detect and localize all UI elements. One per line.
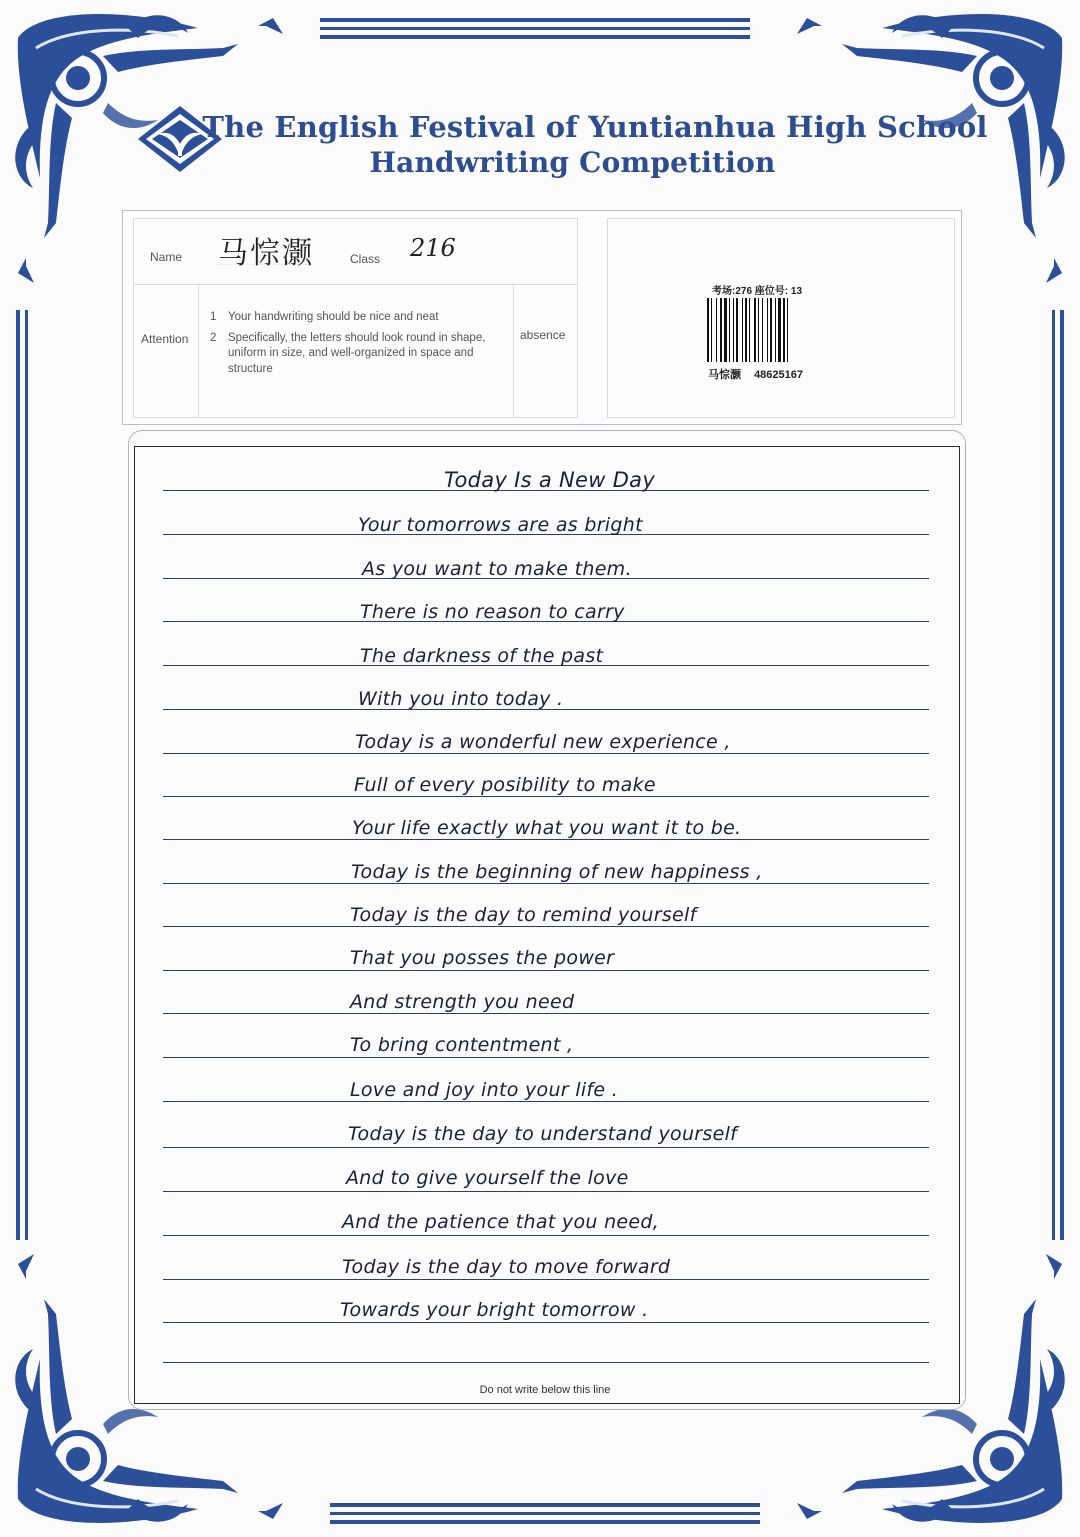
ruled-line (163, 1013, 929, 1014)
poem-line: Today is the day to move forward (342, 1256, 671, 1278)
barcode-bar (716, 298, 717, 362)
poem-title: Today Is a New Day (444, 468, 656, 492)
poem-line: Today is the day to remind yourself (350, 904, 697, 926)
class-label: Class (350, 252, 381, 266)
rule-item: 1 Your handwriting should be nice and neat (210, 311, 439, 323)
poem-line: There is no reason to carry (360, 601, 625, 623)
barcode-bar (707, 298, 709, 362)
ruled-line (163, 926, 929, 927)
poem-line: Today is the day to understand yourself (348, 1123, 738, 1145)
ruled-line (163, 1322, 929, 1323)
barcode-bar (770, 298, 772, 362)
poem-line: Full of every posibility to make (354, 774, 656, 796)
barcode-bar (758, 298, 759, 362)
ruled-line (163, 883, 929, 884)
poem-line: The darkness of the past (360, 645, 604, 667)
poem-line: Your life exactly what you want it to be. (352, 817, 742, 839)
ruled-line (163, 1235, 929, 1236)
poem-line: Towards your bright tomorrow . (340, 1299, 649, 1321)
rule-item: 2 Specifically, the letters should look round in shape, uniform in size, and well-organized in space and structure (210, 331, 486, 375)
absence-label: absence (520, 328, 566, 342)
ruled-line (163, 1057, 929, 1058)
class-value: 216 (410, 234, 456, 262)
barcode-exam-info: 考场:276 座位号: 13 (712, 286, 803, 297)
divider (198, 284, 199, 418)
barcode-bar (736, 298, 738, 362)
ruled-line (163, 1362, 929, 1363)
barcode-bar (775, 298, 776, 362)
poem-line: With you into today . (358, 688, 564, 710)
barcode-bar (742, 298, 743, 362)
barcode-bar (783, 298, 785, 362)
name-value: 马悰灏 (218, 236, 314, 271)
barcode-bar (778, 298, 781, 362)
barcode-number: 48625167 (754, 369, 804, 381)
barcode-bar (711, 298, 712, 362)
barcode-bar (762, 298, 763, 362)
poem-line: Today is the beginning of new happiness , (351, 861, 763, 883)
poem-line: Today is a wonderful new experience , (355, 731, 731, 753)
divider (513, 284, 514, 418)
barcode-name: 马悰灏 (708, 369, 741, 381)
ruled-line (163, 753, 929, 754)
barcode-bar (787, 298, 788, 362)
poem-line: As you want to make them. (362, 558, 632, 580)
barcode-bar (720, 298, 722, 362)
rules-list (206, 310, 496, 377)
footer-note: Do not write below this line (479, 1384, 611, 1396)
poem-line: Love and joy into your life . (350, 1079, 619, 1101)
barcode-bar (754, 298, 756, 362)
poem-line: And the patience that you need, (342, 1211, 660, 1233)
barcode-caption (708, 366, 803, 382)
divider (133, 284, 578, 285)
ruled-line (163, 1101, 929, 1102)
barcode-bar (733, 298, 734, 362)
barcode (707, 298, 817, 362)
name-label: Name (150, 250, 183, 264)
barcode-bar (749, 298, 750, 362)
ruled-line (163, 1279, 929, 1280)
page-title: The English Festival of Yuntianhua High School (202, 110, 988, 144)
poem-line: And strength you need (350, 991, 575, 1013)
barcode-bar (745, 298, 747, 362)
ruled-line (163, 970, 929, 971)
poem-line: And to give yourself the love (346, 1167, 629, 1189)
ruled-line (163, 796, 929, 797)
poem-line: To bring contentment , (350, 1034, 574, 1056)
poem-line: Your tomorrows are as bright (358, 514, 643, 536)
barcode-bar (729, 298, 730, 362)
poem-line: That you posses the power (350, 947, 615, 969)
barcode-bar (724, 298, 727, 362)
page-subtitle: Handwriting Competition (369, 146, 776, 179)
ruled-line (163, 1147, 929, 1148)
barcode-bar (767, 298, 768, 362)
ruled-line (163, 1191, 929, 1192)
attention-label: Attention (141, 332, 189, 346)
ruled-line (163, 839, 929, 840)
